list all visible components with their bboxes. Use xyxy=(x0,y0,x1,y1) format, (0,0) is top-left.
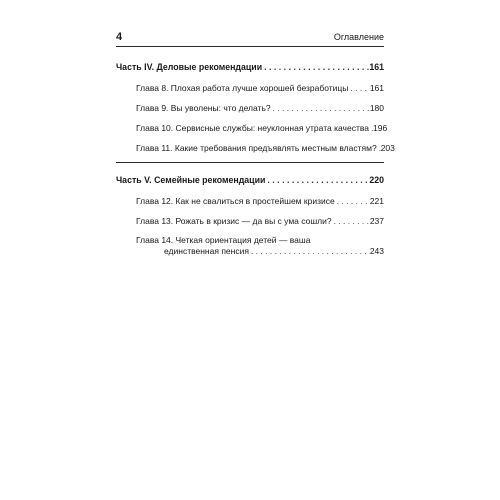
toc-chapter-14[interactable] xyxy=(116,235,384,257)
toc-chapter-title: Глава 8. Плохая работа лучше хорошей безработицы xyxy=(136,83,349,93)
toc-page-number: 237 xyxy=(369,216,384,226)
toc-chapter-title-line2-row xyxy=(136,246,384,257)
toc-page-number: 180 xyxy=(369,103,384,113)
toc-chapter-title: Глава 11. Какие требования предъявлять местным властям? xyxy=(136,143,377,153)
table-of-contents xyxy=(116,59,395,257)
toc-page-number: 243 xyxy=(369,246,384,256)
toc-chapter-13[interactable] xyxy=(116,215,384,227)
toc-part-5[interactable] xyxy=(116,172,384,186)
toc-chapter-11[interactable] xyxy=(116,142,395,154)
toc-page-number: 196 xyxy=(372,123,388,133)
section-divider xyxy=(116,162,384,163)
dot-leader xyxy=(249,246,370,257)
dot-leader xyxy=(335,196,370,207)
page-number: 4 xyxy=(116,31,123,43)
dot-leader xyxy=(332,216,370,227)
dot-leader xyxy=(271,103,370,114)
dot-leader xyxy=(262,62,369,73)
toc-chapter-10[interactable] xyxy=(116,122,388,134)
toc-chapter-12[interactable] xyxy=(116,195,384,207)
toc-chapter-title: Глава 12. Как не свалиться в простейшем кризисе xyxy=(136,196,335,206)
toc-page-number: 220 xyxy=(369,175,384,185)
toc-part-title: Часть V. Семейные рекомендации xyxy=(116,175,266,185)
dot-leader xyxy=(348,83,369,94)
toc-page-number: 221 xyxy=(369,196,384,206)
toc-chapter-title: Глава 10. Сервисные службы: неуклонная утрата качества xyxy=(136,123,369,133)
running-head: Оглавление xyxy=(333,32,384,42)
dot-leader xyxy=(265,175,369,186)
toc-chapter-title-line2: единственная пенсия xyxy=(164,246,249,256)
toc-part-4[interactable] xyxy=(116,59,384,73)
toc-chapter-9[interactable] xyxy=(116,102,384,114)
toc-chapter-title-line1: Глава 14. Четкая ориентация детей — ваша xyxy=(136,235,311,245)
toc-page-number: 161 xyxy=(369,62,384,72)
toc-chapter-title: Глава 13. Рожать в кризис — да вы с ума сошли? xyxy=(136,216,332,226)
toc-chapter-title: Глава 9. Вы уволены: что делать? xyxy=(136,103,271,113)
page-header xyxy=(116,30,384,47)
toc-part-title: Часть IV. Деловые рекомендации xyxy=(116,62,263,72)
toc-page-number: 203 xyxy=(380,143,395,153)
toc-chapter-8[interactable] xyxy=(116,82,384,94)
toc-page-number: 161 xyxy=(369,83,384,93)
